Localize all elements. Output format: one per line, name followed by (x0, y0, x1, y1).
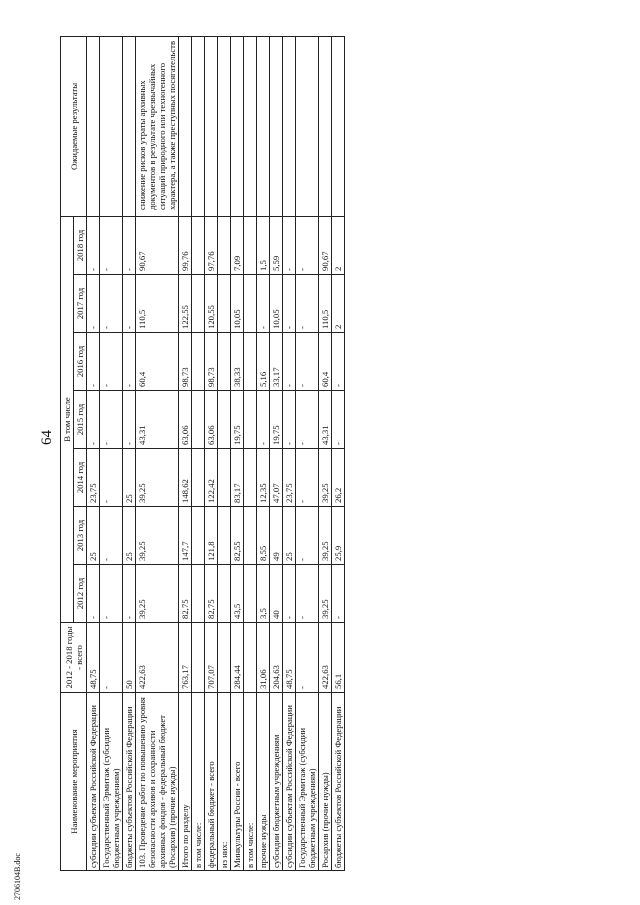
row-year-value: 148,62 (179, 449, 192, 507)
row-year-value (244, 507, 257, 565)
row-year-value: 120,55 (205, 275, 218, 333)
row-total: 707,07 (205, 623, 218, 693)
table-row (296, 36, 319, 870)
row-year-value: 122,55 (179, 275, 192, 333)
row-year-value: 39,25 (319, 507, 332, 565)
row-results (123, 36, 136, 216)
row-total: 422,63 (319, 623, 332, 693)
row-total (244, 623, 257, 693)
table-row (87, 36, 100, 870)
row-year-value: - (296, 333, 319, 391)
row-year-value: 60,4 (136, 333, 179, 391)
row-year-value (244, 216, 257, 274)
row-year-value: - (123, 333, 136, 391)
row-year-value: - (123, 216, 136, 274)
row-year-value: 39,25 (136, 565, 179, 623)
row-year-value: - (87, 216, 100, 274)
row-year-value: 40 (270, 565, 283, 623)
row-year-value: 25 (123, 507, 136, 565)
row-year-value: - (100, 216, 123, 274)
row-results: снижение рисков утраты архивных документов в результате чрезвычайных ситуаций природного или техногенного характера, а также преступных посягательств (136, 36, 179, 216)
row-year-value: 83,17 (231, 449, 244, 507)
row-total: 56,1 (332, 623, 345, 693)
row-year-value: 7,09 (231, 216, 244, 274)
row-year-value: - (296, 507, 319, 565)
row-year-value (218, 391, 231, 449)
row-year-value: 25,9 (332, 507, 345, 565)
row-name: прочие нужды (257, 693, 270, 871)
row-year-value: 110,5 (319, 275, 332, 333)
row-total: 204,63 (270, 623, 283, 693)
row-year-value: - (87, 275, 100, 333)
row-name: Минкультуры России - всего (231, 693, 244, 871)
table-row (136, 36, 179, 870)
row-year-value: 60,4 (319, 333, 332, 391)
header-year: 2016 год (74, 333, 87, 391)
header-year: 2017 год (74, 275, 87, 333)
row-year-value: 43,31 (319, 391, 332, 449)
row-total: 48,75 (283, 623, 296, 693)
row-year-value: - (296, 275, 319, 333)
row-year-value: 1,5 (257, 216, 270, 274)
row-total: - (296, 623, 319, 693)
row-year-value: 39,25 (319, 565, 332, 623)
row-year-value: 99,76 (179, 216, 192, 274)
row-year-value: 8,55 (257, 507, 270, 565)
row-year-value: 10,05 (231, 275, 244, 333)
table-header (61, 36, 87, 870)
row-year-value: - (123, 391, 136, 449)
row-year-value: 98,73 (205, 333, 218, 391)
table-row (257, 36, 270, 870)
row-year-value: - (257, 391, 270, 449)
header-year: 2015 год (74, 391, 87, 449)
header-in-that: В том числе (61, 216, 74, 622)
row-year-value (192, 391, 205, 449)
table-row (319, 36, 332, 870)
row-results (231, 36, 244, 216)
row-year-value: - (257, 275, 270, 333)
row-results (270, 36, 283, 216)
row-name: Государственный Эрмитаж (субсидии бюджетным учреждениям) (100, 693, 123, 871)
row-year-value: - (283, 565, 296, 623)
row-results (296, 36, 319, 216)
row-year-value: - (332, 565, 345, 623)
row-year-value: 43,5 (231, 565, 244, 623)
row-total: - (100, 623, 123, 693)
row-year-value: 39,25 (136, 507, 179, 565)
row-year-value: - (283, 216, 296, 274)
row-name: Государственный Эрмитаж (субсидии бюджетным учреждениям) (296, 693, 319, 871)
row-results (218, 36, 231, 216)
header-name: Наименование мероприятия (61, 693, 87, 871)
header-results: Ожидаемые результаты (61, 36, 87, 216)
row-year-value: 5,59 (270, 216, 283, 274)
row-year-value: 2 (332, 216, 345, 274)
row-results (332, 36, 345, 216)
row-name: бюджеты субъектов Российской Федерации (332, 693, 345, 871)
table-row (192, 36, 205, 870)
row-year-value: - (100, 391, 123, 449)
row-year-value: - (296, 449, 319, 507)
header-year: 2012 год (74, 565, 87, 623)
header-year: 2013 год (74, 507, 87, 565)
row-name: в том числе: (244, 693, 257, 871)
row-total: 422,63 (136, 623, 179, 693)
row-year-value: - (283, 333, 296, 391)
row-year-value (218, 333, 231, 391)
row-year-value: 2 (332, 275, 345, 333)
row-total: 31,06 (257, 623, 270, 693)
row-year-value: 49 (270, 507, 283, 565)
row-results (283, 36, 296, 216)
page-number: 64 (39, 430, 55, 445)
row-year-value: 3,5 (257, 565, 270, 623)
header-year: 2014 год (74, 449, 87, 507)
row-name: 103. Проведение работ по повышению уровня безопасности архивов и сохранности архивных фондов - федеральный бюджет (Росархив) (прочие нужды) (136, 693, 179, 871)
table-row (179, 36, 192, 870)
row-year-value (192, 507, 205, 565)
rotated-table-container (60, 37, 575, 871)
row-name: субсидии субъектам Российской Федерации (283, 693, 296, 871)
row-results (179, 36, 192, 216)
table-row (205, 36, 218, 870)
row-year-value (244, 333, 257, 391)
row-total: 284,44 (231, 623, 244, 693)
row-results (87, 36, 100, 216)
row-year-value: 63,06 (179, 391, 192, 449)
row-results (192, 36, 205, 216)
row-year-value: 23,75 (283, 449, 296, 507)
row-name: бюджеты субъектов Российской Федерации (123, 693, 136, 871)
row-year-value: 82,75 (205, 565, 218, 623)
row-name: субсидии субъектам Российской Федерации (87, 693, 100, 871)
header-total: 2012 - 2018 годы - всего (61, 623, 87, 693)
row-year-value (192, 449, 205, 507)
row-year-value (218, 216, 231, 274)
row-year-value: - (332, 391, 345, 449)
table-body (87, 36, 345, 870)
row-year-value: 39,25 (319, 449, 332, 507)
row-year-value: 19,75 (270, 391, 283, 449)
row-results (205, 36, 218, 216)
row-year-value: 63,06 (205, 391, 218, 449)
row-name: федеральный бюджет - всего (205, 693, 218, 871)
row-total (192, 623, 205, 693)
table-row (244, 36, 257, 870)
row-year-value (218, 275, 231, 333)
row-year-value: 121,8 (205, 507, 218, 565)
row-year-value: - (100, 449, 123, 507)
table-row (100, 36, 123, 870)
row-year-value: 147,7 (179, 507, 192, 565)
row-name: в том числе: (192, 693, 205, 871)
row-name: из них: (218, 693, 231, 871)
row-year-value: - (100, 275, 123, 333)
row-year-value: 39,25 (136, 449, 179, 507)
row-year-value: 5,16 (257, 333, 270, 391)
row-name: субсидии бюджетным учреждениям (270, 693, 283, 871)
row-year-value (218, 507, 231, 565)
header-year: 2018 год (74, 216, 87, 274)
row-year-value: 12,35 (257, 449, 270, 507)
row-year-value (192, 275, 205, 333)
table-row (332, 36, 345, 870)
row-year-value (192, 333, 205, 391)
row-year-value (244, 275, 257, 333)
row-year-value: 82,55 (231, 507, 244, 565)
row-total: 763,17 (179, 623, 192, 693)
file-reference: 2706104B.doc (13, 853, 22, 900)
row-year-value: 90,67 (136, 216, 179, 274)
row-year-value: - (283, 275, 296, 333)
row-year-value: 19,75 (231, 391, 244, 449)
row-year-value: - (123, 565, 136, 623)
row-year-value: 38,33 (231, 333, 244, 391)
row-total (218, 623, 231, 693)
row-results (100, 36, 123, 216)
row-year-value: 82,75 (179, 565, 192, 623)
row-year-value: 122,42 (205, 449, 218, 507)
table-row (218, 36, 231, 870)
row-year-value: - (296, 391, 319, 449)
table-row (283, 36, 296, 870)
row-year-value (192, 216, 205, 274)
table-row (231, 36, 244, 870)
budget-table (60, 36, 345, 871)
row-year-value: 26,2 (332, 449, 345, 507)
table-row (123, 36, 136, 870)
row-year-value: 23,75 (87, 449, 100, 507)
row-year-value (244, 565, 257, 623)
row-year-value: 25 (123, 449, 136, 507)
row-year-value: - (100, 507, 123, 565)
row-year-value: - (87, 565, 100, 623)
table-row (270, 36, 283, 870)
row-total: 50 (123, 623, 136, 693)
row-year-value: - (100, 565, 123, 623)
row-year-value: - (296, 565, 319, 623)
row-year-value: 25 (87, 507, 100, 565)
row-year-value: - (296, 216, 319, 274)
row-year-value: 25 (283, 507, 296, 565)
row-results (244, 36, 257, 216)
row-year-value: 97,76 (205, 216, 218, 274)
row-name: Итого по разделу (179, 693, 192, 871)
row-year-value: - (283, 391, 296, 449)
row-year-value (218, 449, 231, 507)
row-year-value (218, 565, 231, 623)
row-year-value: - (87, 333, 100, 391)
row-year-value: 110,5 (136, 275, 179, 333)
row-year-value: 90,67 (319, 216, 332, 274)
row-year-value: 98,73 (179, 333, 192, 391)
row-total: 48,75 (87, 623, 100, 693)
row-results (319, 36, 332, 216)
row-results (257, 36, 270, 216)
row-year-value: - (100, 333, 123, 391)
row-year-value: 10,05 (270, 275, 283, 333)
row-name: Росархив (прочие нужды) (319, 693, 332, 871)
row-year-value: 33,17 (270, 333, 283, 391)
row-year-value: - (87, 391, 100, 449)
row-year-value: - (332, 333, 345, 391)
row-year-value: - (123, 275, 136, 333)
row-year-value (244, 391, 257, 449)
row-year-value (244, 449, 257, 507)
row-year-value: 47,07 (270, 449, 283, 507)
row-year-value (192, 565, 205, 623)
row-year-value: 43,31 (136, 391, 179, 449)
